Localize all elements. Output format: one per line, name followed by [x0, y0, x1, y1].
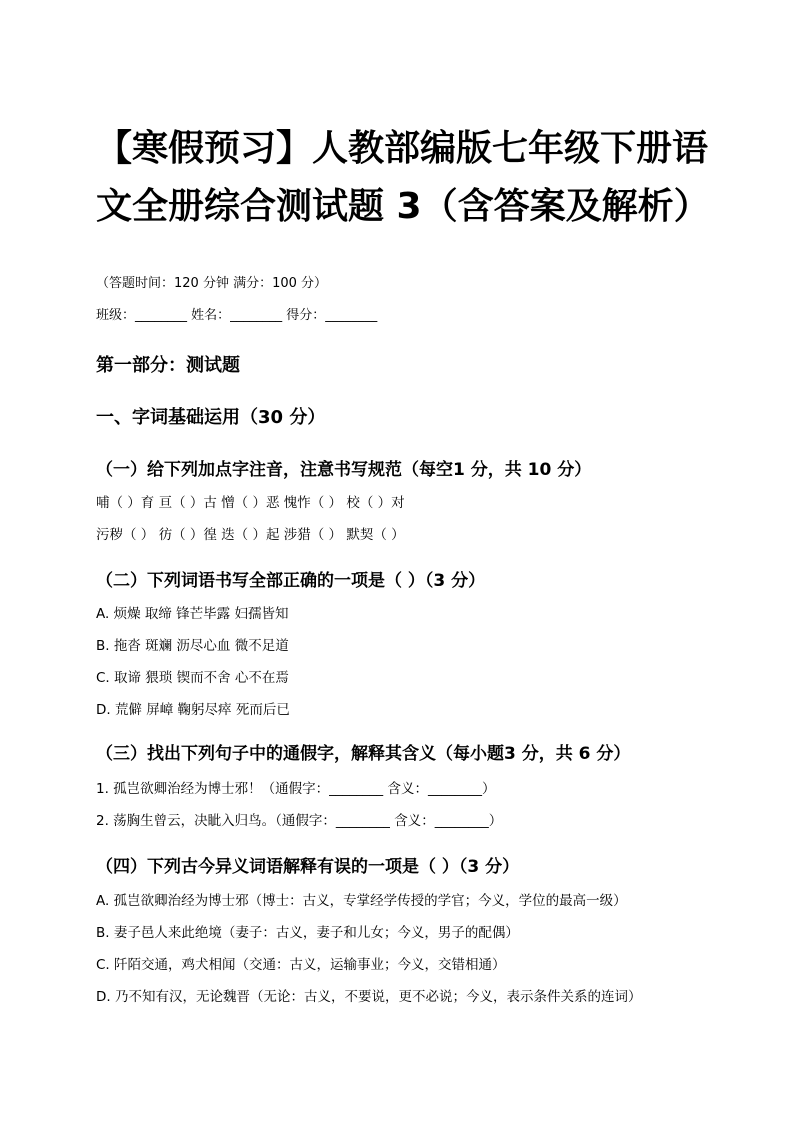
question-4-option-a: A. 孤岂欲卿治经为博士邪（博士：古义，专掌经学传授的学官；今义，学位的最高一级）: [96, 893, 627, 909]
student-info-fields: 班级：________ 姓名：________ 得分：________: [96, 308, 378, 323]
question-1-line-1: 哺（ ）育 亘（ ）古 憎（ ）恶 愧怍（ ） 校（ ）对: [96, 495, 405, 511]
part-heading: 第一部分：测试题: [96, 355, 240, 376]
question-2-option-b: B. 拖沓 斑斓 沥尽心血 微不足道: [96, 638, 289, 654]
question-3-item-1: 1. 孤岂欲卿治经为博士邪！（通假字：________ 含义：________）: [96, 781, 496, 797]
question-3-item-2: 2. 荡胸生曾云，决眦入归鸟。（通假字：________ 含义：________）: [96, 813, 503, 829]
question-4-option-d: D. 乃不知有汉，无论魏晋（无论：古义，不要说，更不必说；今义，表示条件关系的连词）: [96, 989, 642, 1005]
question-1-line-2: 污秽（ ） 彷（ ）徨 迭（ ）起 涉猎（ ） 默契（ ）: [96, 527, 405, 543]
question-3-title: （三）找出下列句子中的通假字，解释其含义（每小题3 分，共 6 分）: [96, 744, 631, 764]
question-4-option-b: B. 妻子邑人来此绝境（妻子：古义，妻子和儿女；今义，男子的配偶）: [96, 925, 519, 941]
question-2-title: （二）下列词语书写全部正确的一项是（ ）（3 分）: [96, 571, 486, 591]
question-2-option-a: A. 烦燥 取缔 锋芒毕露 妇孺皆知: [96, 606, 289, 622]
section-heading: 一、字词基础运用（30 分）: [96, 407, 326, 428]
document-title-line-1: 【寒假预习】人教部编版七年级下册语: [96, 128, 709, 169]
question-1-title: （一）给下列加点字注音，注意书写规范（每空1 分，共 10 分）: [96, 460, 592, 480]
document-title-line-2: 文全册综合测试题 3（含答案及解析）: [96, 186, 710, 227]
question-4-option-c: C. 阡陌交通，鸡犬相闻（交通：古义，运输事业；今义，交错相通）: [96, 957, 506, 973]
question-2-option-c: C. 取谛 猥琐 锲而不舍 心不在焉: [96, 670, 289, 686]
question-2-option-d: D. 荒僻 屏嶂 鞠躬尽瘁 死而后已: [96, 702, 290, 718]
exam-time-info: （答题时间：120 分钟 满分：100 分）: [96, 276, 328, 291]
question-4-title: （四）下列古今异义词语解释有误的一项是（ ）（3 分）: [96, 857, 520, 877]
